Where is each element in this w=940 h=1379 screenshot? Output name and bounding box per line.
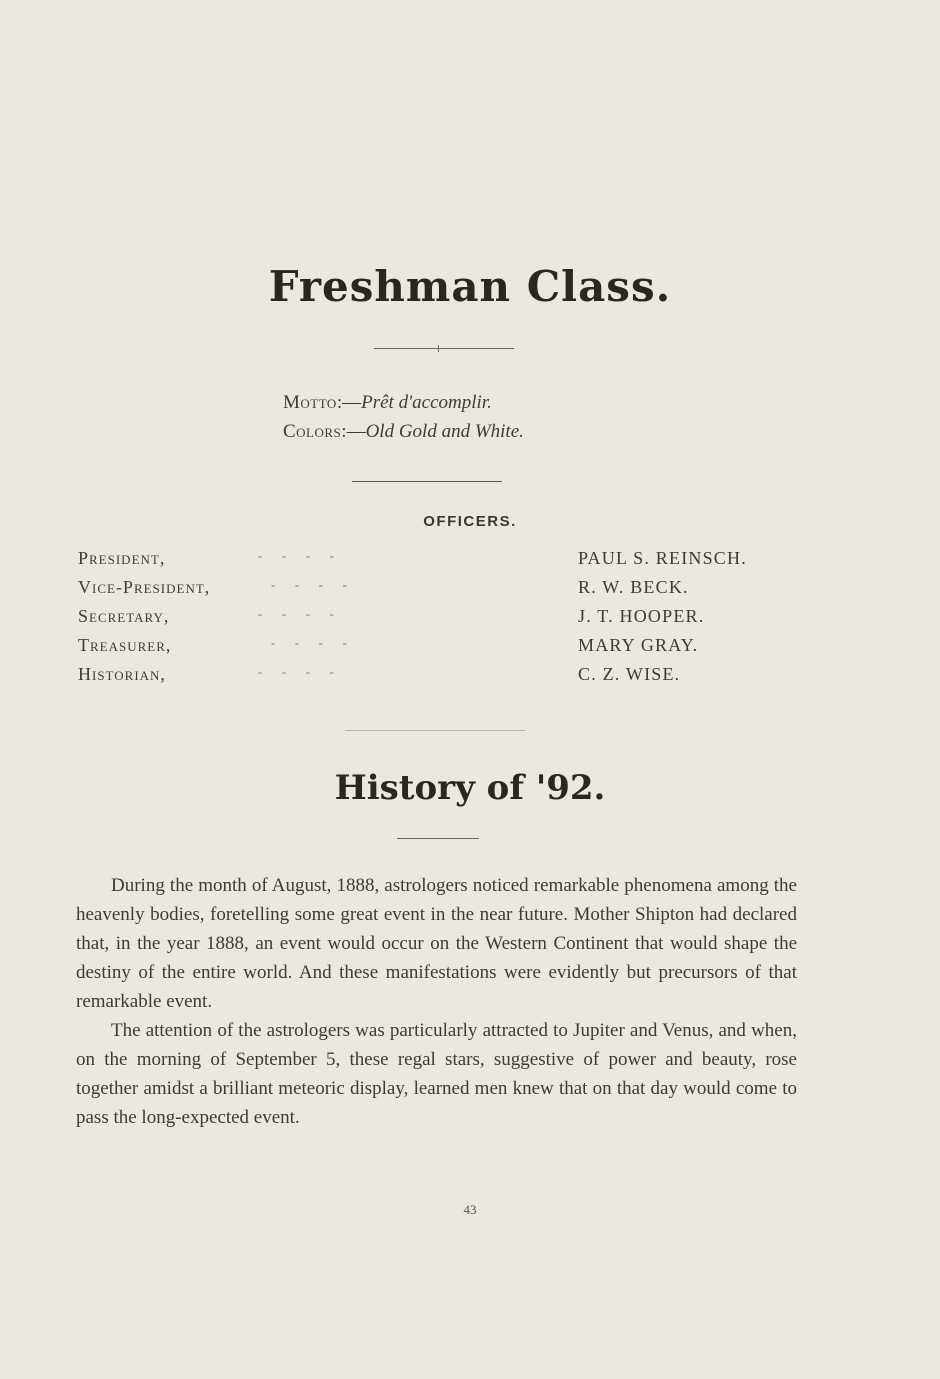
motto-separator: :— bbox=[336, 392, 362, 413]
officer-row bbox=[78, 664, 818, 693]
divider-rule bbox=[397, 838, 479, 839]
ornamental-rule bbox=[374, 348, 514, 349]
paragraph: The attention of the astrologers was particularly attracted to Jupiter and Venus, and when, on the morning of September 5, these regal stars, suggestive of power and beauty, rose together amidst a brilliant meteoric display, learned men knew that on that day would come to pass the long-expected event. bbox=[76, 1020, 797, 1128]
officer-row bbox=[78, 548, 818, 577]
colors-line bbox=[283, 417, 524, 446]
officer-row bbox=[78, 577, 818, 606]
officer-leader-dashes: - - - - bbox=[258, 606, 334, 621]
officer-leader-dashes: - - - - bbox=[258, 635, 347, 650]
motto-line bbox=[283, 388, 524, 417]
history-body bbox=[76, 871, 797, 1132]
officers-list bbox=[78, 548, 818, 693]
officer-title: Secretary, bbox=[78, 606, 170, 626]
motto-colors-block bbox=[283, 388, 524, 446]
officer-title: Historian, bbox=[78, 664, 166, 684]
officer-row bbox=[78, 606, 818, 635]
officer-title: President, bbox=[78, 548, 166, 568]
colors-separator: :— bbox=[341, 421, 366, 442]
divider-rule bbox=[345, 730, 525, 731]
page-title: Freshman Class. bbox=[268, 262, 672, 311]
motto-value: Prêt d'accomplir. bbox=[361, 392, 492, 413]
officer-name: MARY GRAY. bbox=[578, 635, 699, 655]
colors-value: Old Gold and White. bbox=[365, 421, 524, 442]
officer-leader-dashes: - - - - bbox=[258, 548, 334, 563]
section-title: History of '92. bbox=[334, 768, 606, 808]
page-number: 43 bbox=[463, 1202, 477, 1217]
paragraph: During the month of August, 1888, astrologers noticed remarkable phenomena among the heavenly bodies, foretelling some great event in the near future. Mother Shipton had declared that, in the year 1888, an event would occur on the Western Continent that would shape the destiny of the entire world. And these manifestations were evidently but precursors of that remarkable event. bbox=[76, 875, 797, 1012]
officer-name: PAUL S. REINSCH. bbox=[578, 548, 747, 568]
officer-title: Treasurer, bbox=[78, 635, 172, 655]
colors-label: Colors bbox=[283, 421, 342, 442]
officer-row bbox=[78, 635, 818, 664]
officer-name: J. T. HOOPER. bbox=[578, 606, 705, 626]
officer-name: C. Z. WISE. bbox=[578, 664, 681, 684]
motto-label: Motto bbox=[283, 392, 337, 413]
officer-leader-dashes: - - - - bbox=[258, 664, 334, 679]
officer-leader-dashes: - - - - bbox=[258, 577, 347, 592]
divider-rule bbox=[352, 481, 502, 482]
officers-heading: OFFICERS. bbox=[423, 513, 517, 530]
officer-title: Vice-President, bbox=[78, 577, 211, 597]
officer-name: R. W. BECK. bbox=[578, 577, 689, 597]
